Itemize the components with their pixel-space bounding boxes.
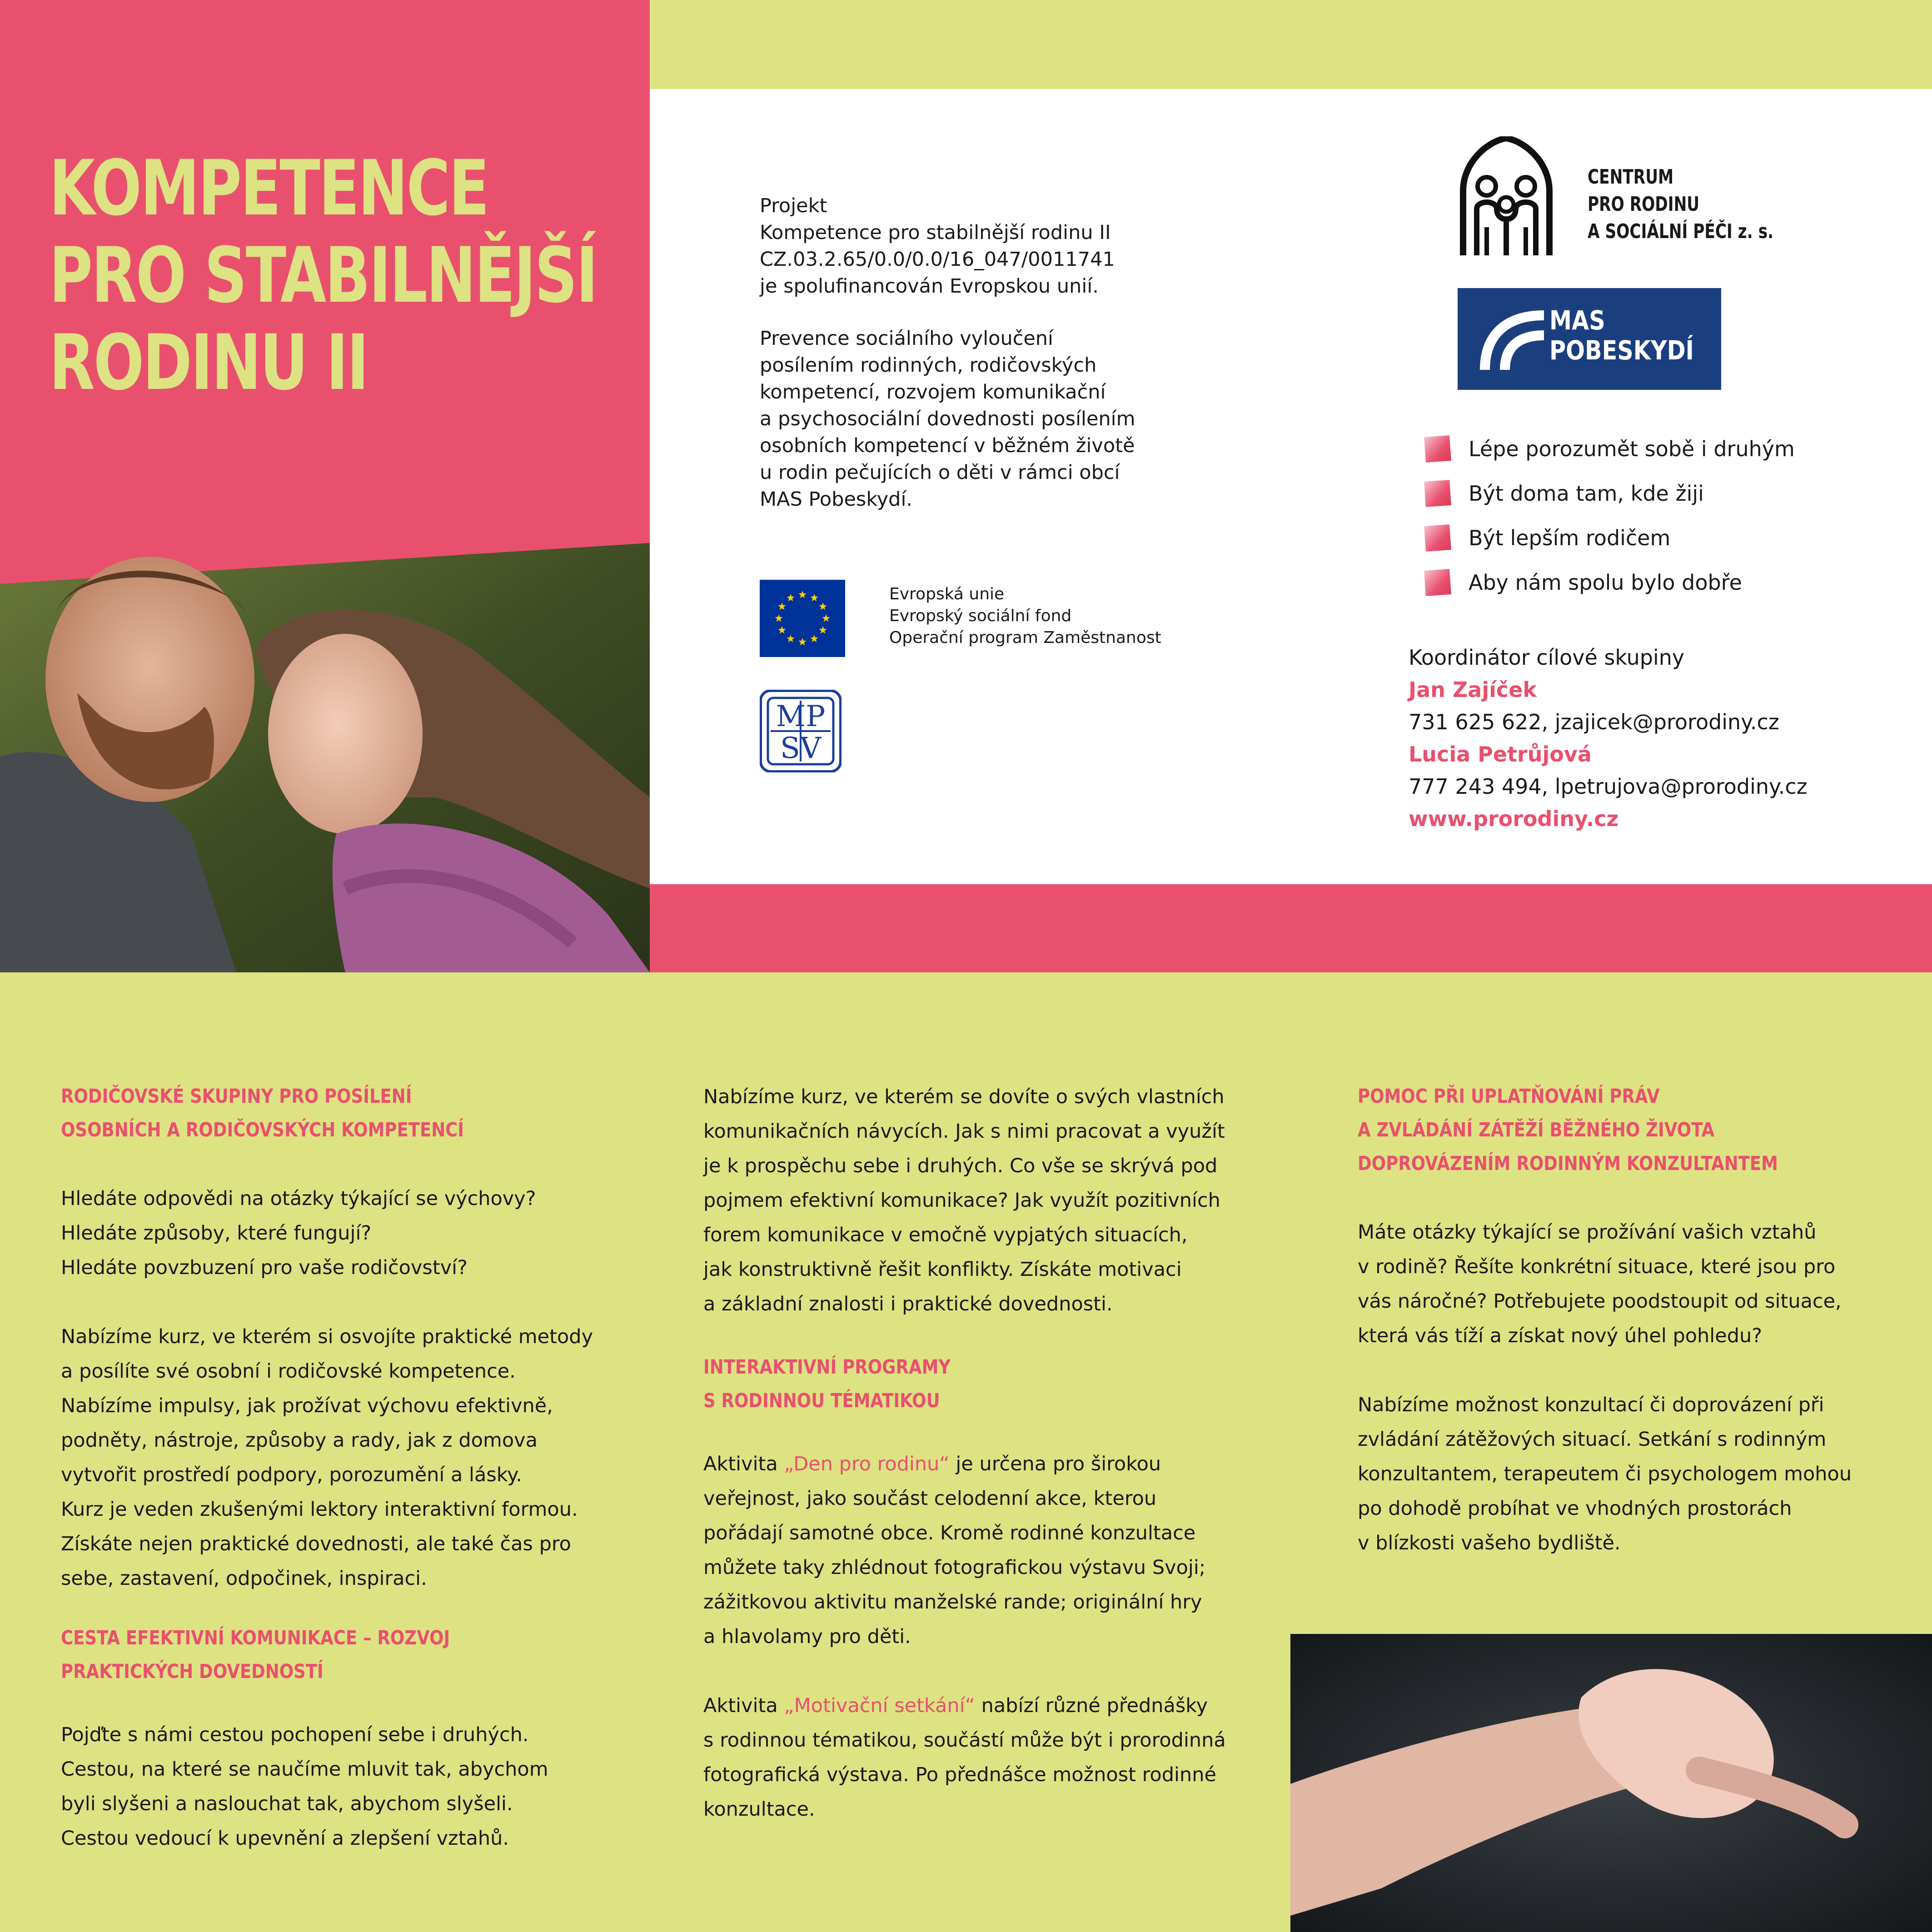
section-heading: INTERAKTIVNÍ PROGRAMY bbox=[703, 1356, 951, 1379]
section-heading: A ZVLÁDÁNÍ ZÁTĚŽÍ BĚŽNÉHO ŽIVOTA bbox=[1358, 1119, 1715, 1141]
activity-name: „Den pro rodinu“ bbox=[784, 1453, 950, 1475]
mpsv-logo-icon bbox=[760, 690, 842, 772]
pink-square-icon bbox=[1424, 569, 1451, 596]
text-line: veřejnost, jako součást celodenní akce, kterou bbox=[703, 1487, 1157, 1510]
text-line: zvládání zátěžových situací. Setkání s rodinným bbox=[1358, 1428, 1827, 1451]
text-line: s rodinnou tématikou, součástí může být i prorodinná bbox=[703, 1729, 1226, 1752]
eu-caption bbox=[889, 583, 1161, 649]
activity-name: „Motivační setkání“ bbox=[784, 1694, 975, 1717]
text-line: forem komunikace v emočně vypjatých situacích, bbox=[703, 1224, 1188, 1246]
section-heading: CESTA EFEKTIVNÍ KOMUNIKACE – ROZVOJ bbox=[61, 1627, 450, 1649]
mas-arc-icon bbox=[1458, 288, 1549, 390]
centrum-line: A SOCIÁLNÍ PÉČI z. s. bbox=[1588, 220, 1774, 243]
column-communication bbox=[703, 1080, 1226, 1827]
text-line: jak konstruktivně řešit konflikty. Získáte motivaci bbox=[703, 1258, 1182, 1281]
text-fragment: Aktivita bbox=[703, 1694, 784, 1717]
centrum-logo-icon bbox=[1459, 136, 1554, 256]
text-line: Hledáte povzbuzení pro vaše rodičovství? bbox=[61, 1256, 468, 1279]
text-line: pojmem efektivní komunikace? Jak využít pozitivních bbox=[703, 1189, 1220, 1212]
coordinator-contact[interactable]: 731 625 622, jzajicek@prorodiny.cz bbox=[1409, 710, 1779, 734]
top-green-band bbox=[650, 0, 1932, 89]
text-line bbox=[703, 1447, 1226, 1481]
mas-line: POBESKYDÍ bbox=[1549, 335, 1694, 366]
text-line: v blízkosti vašeho bydliště. bbox=[1358, 1532, 1621, 1554]
text-fragment: nabízí různé přednášky bbox=[975, 1694, 1208, 1717]
benefit-item bbox=[1425, 564, 1742, 601]
eu-line: Operační program Zaměstnanost bbox=[889, 628, 1161, 647]
section-heading: PRAKTICKÝCH DOVEDNOSTÍ bbox=[61, 1660, 324, 1683]
text-line: podněty, nástroje, způsoby a rady, jak z domova bbox=[61, 1429, 538, 1452]
pink-square-icon bbox=[1424, 435, 1451, 463]
goal-line: MAS Pobeskydí. bbox=[760, 488, 913, 511]
project-line: je spolufinancován Evropskou unií. bbox=[760, 275, 1099, 298]
contact-block bbox=[1409, 642, 1808, 835]
text-fragment: je určena pro širokou bbox=[949, 1453, 1161, 1475]
column-parenting bbox=[61, 1080, 593, 1856]
text-line: Nabízíme kurz, ve kterém se dovíte o svých vlastních bbox=[703, 1086, 1225, 1108]
project-description bbox=[760, 193, 1115, 300]
title-line-3: RODINU II bbox=[49, 318, 368, 407]
mas-line: MAS bbox=[1549, 305, 1605, 336]
text-line: zážitkovou aktivitu manželské rande; originální hry bbox=[703, 1591, 1202, 1613]
eu-line: Evropská unie bbox=[889, 585, 1005, 603]
text-line: která vás tíží a získat nový úhel pohledu? bbox=[1358, 1325, 1763, 1347]
mas-name bbox=[1549, 305, 1694, 365]
centrum-line: PRO RODINU bbox=[1588, 193, 1700, 216]
coordinator-contact[interactable]: 777 243 494, lpetrujova@prorodiny.cz bbox=[1409, 774, 1808, 799]
text-line: a posílíte své osobní i rodičovské kompetence. bbox=[61, 1360, 516, 1383]
section-heading: S RODINNOU TÉMATIKOU bbox=[703, 1389, 940, 1412]
title-line-2: PRO STABILNĚJŠÍ bbox=[49, 231, 597, 320]
text-line: můžete taky zhlédnout fotografickou výstavu Svoji; bbox=[703, 1556, 1206, 1579]
project-goal bbox=[760, 325, 1135, 513]
text-line: Získáte nejen praktické dovednosti, ale také čas pro bbox=[61, 1533, 571, 1555]
goal-line: osobních kompetencí v běžném životě bbox=[760, 434, 1135, 457]
centrum-name bbox=[1588, 164, 1773, 245]
section-heading: DOPROVÁZENÍM RODINNÝM KONZULTANTEM bbox=[1358, 1152, 1778, 1175]
couple-photo bbox=[0, 543, 650, 972]
text-line: Nabízíme možnost konzultací či doprovázení při bbox=[1358, 1394, 1824, 1416]
mpsv-bottom: SV bbox=[780, 732, 822, 765]
text-line: a hlavolamy pro děti. bbox=[703, 1625, 911, 1648]
text-line: komunikačních návycích. Jak s nimi pracovat a využít bbox=[703, 1120, 1225, 1143]
goal-line: posílením rodinných, rodičovských bbox=[760, 354, 1097, 377]
eu-line: Evropský sociální fond bbox=[889, 607, 1072, 625]
text-fragment: Aktivita bbox=[703, 1453, 784, 1475]
text-line: byli slyšeni a naslouchat tak, abychom slyšeli. bbox=[61, 1793, 513, 1815]
goal-line: Prevence sociálního vyloučení bbox=[760, 327, 1054, 350]
text-line: Nabízíme kurz, ve kterém si osvojíte praktické metody bbox=[61, 1325, 593, 1348]
website-link[interactable]: www.prorodiny.cz bbox=[1409, 807, 1619, 831]
pink-square-icon bbox=[1424, 524, 1451, 552]
contact-label: Koordinátor cílové skupiny bbox=[1409, 645, 1685, 670]
main-title bbox=[49, 144, 597, 407]
text-line: Nabízíme impulsy, jak prožívat výchovu efektivně, bbox=[61, 1394, 553, 1417]
text-line: fotografická výstava. Po přednášce možnost rodinné bbox=[703, 1763, 1216, 1786]
benefit-text: Lépe porozumět sobě i druhým bbox=[1469, 437, 1795, 461]
eu-flag-icon bbox=[760, 580, 845, 657]
text-line: Pojďte s námi cestou pochopení sebe i druhých. bbox=[61, 1723, 529, 1746]
coordinator-name: Jan Zajíček bbox=[1409, 677, 1537, 702]
text-line: po dohodě probíhat ve vhodných prostorách bbox=[1358, 1497, 1792, 1520]
hands-photo bbox=[1290, 1634, 1932, 1932]
section-heading: OSOBNÍCH A RODIČOVSKÝCH KOMPETENCÍ bbox=[61, 1119, 464, 1141]
pink-band bbox=[650, 884, 1932, 972]
goal-line: a psychosociální dovednosti posílením bbox=[760, 408, 1135, 430]
benefit-text: Být doma tam, kde žiji bbox=[1469, 481, 1704, 506]
coordinator-name: Lucia Petrůjová bbox=[1409, 742, 1592, 767]
mpsv-top: MP bbox=[776, 700, 826, 733]
text-line: sebe, zastavení, odpočinek, inspiraci. bbox=[61, 1567, 427, 1590]
text-line: Kurz je veden zkušenými lektory interaktivní formou. bbox=[61, 1498, 578, 1521]
text-line: Máte otázky týkající se prožívání vašich vztahů bbox=[1358, 1221, 1817, 1244]
text-line: konzultace. bbox=[703, 1798, 815, 1821]
text-line: Hledáte způsoby, které fungují? bbox=[61, 1222, 372, 1245]
benefit-text: Aby nám spolu bylo dobře bbox=[1469, 570, 1742, 595]
text-line: konzultantem, terapeutem či psychologem mohou bbox=[1358, 1463, 1852, 1485]
text-line: je k prospěchu sebe i druhých. Co vše se skrývá pod bbox=[703, 1155, 1218, 1177]
text-line: pořádají samotné obce. Kromě rodinné konzultace bbox=[703, 1522, 1196, 1544]
text-line: v rodině? Řešíte konkrétní situace, které jsou pro bbox=[1358, 1255, 1836, 1278]
text-line: Hledáte odpovědi na otázky týkající se výchovy? bbox=[61, 1187, 536, 1210]
project-line: Kompetence pro stabilnější rodinu II bbox=[760, 221, 1111, 244]
project-line: CZ.03.2.65/0.0/0.0/16_047/0011741 bbox=[760, 248, 1115, 271]
project-line: Projekt bbox=[760, 194, 827, 217]
title-line-1: KOMPETENCE bbox=[49, 144, 488, 233]
benefit-item bbox=[1425, 475, 1704, 512]
goal-line: u rodin pečujících o děti v rámci obcí bbox=[760, 461, 1120, 484]
goal-line: kompetencí, rozvojem komunikační bbox=[760, 381, 1106, 403]
centrum-line: CENTRUM bbox=[1588, 165, 1674, 189]
text-line: vás náročné? Potřebujete poodstoupit od situace, bbox=[1358, 1290, 1842, 1313]
benefit-item bbox=[1425, 431, 1795, 467]
text-line: a základní znalosti i praktické dovednosti. bbox=[703, 1293, 1113, 1315]
section-heading: POMOC PŘI UPLATŇOVÁNÍ PRÁV bbox=[1358, 1085, 1660, 1108]
benefit-item bbox=[1425, 520, 1670, 556]
text-line: vytvořit prostředí podpory, porozumění a lásky. bbox=[61, 1464, 523, 1486]
column-consulting bbox=[1358, 1080, 1852, 1560]
benefit-text: Být lepším rodičem bbox=[1469, 526, 1671, 550]
text-line bbox=[703, 1688, 1226, 1723]
pink-square-icon bbox=[1424, 480, 1451, 507]
text-line: Cestou vedoucí k upevnění a zlepšení vztahů. bbox=[61, 1827, 509, 1850]
text-line: Cestou, na které se naučíme mluvit tak, abychom bbox=[61, 1758, 548, 1781]
section-heading: RODIČOVSKÉ SKUPINY PRO POSÍLENÍ bbox=[61, 1085, 412, 1108]
